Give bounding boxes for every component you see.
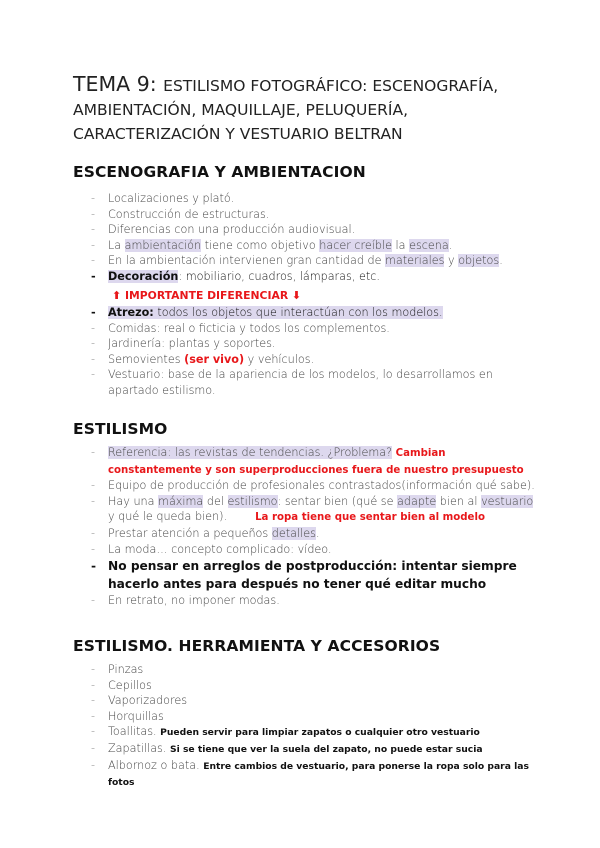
- list-item: - En la ambientación intervienen gran cantidad de materiales y objetos.: [91, 253, 536, 269]
- list-item: - La ambientación tiene como objetivo hacer creíble la escena.: [91, 238, 536, 254]
- arrow-down-icon: ⬇: [291, 289, 302, 302]
- list-item: - La moda… concepto complicado: vídeo.: [91, 542, 536, 558]
- list-item: - Toallitas. Pueden servir para limpiar zapatos o cualquier otro vestuario: [91, 724, 551, 741]
- title-line3: CARACTERIZACIÓN Y VESTUARIO BELTRAN: [73, 125, 403, 143]
- important-text: IMPORTANTE DIFERENCIAR: [121, 289, 292, 302]
- list-item: - En retrato, no imponer modas.: [91, 593, 536, 609]
- list-item: - Comidas: real o ficticia y todos los complementos.: [91, 321, 536, 337]
- list-item: - Diferencias con una producción audiovisual.: [91, 222, 536, 238]
- title-line2: AMBIENTACIÓN, MAQUILLAJE, PELUQUERÍA,: [73, 101, 409, 119]
- list-item: - Horquillas: [91, 709, 551, 725]
- list-item: - Vestuario: base de la apariencia de los modelos, lo desarrollamos en apartado estilismo.: [91, 367, 536, 398]
- list-item: - Localizaciones y plató.: [91, 191, 536, 207]
- list-item: - Decoración: mobiliario, cuadros, lámparas, etc.: [91, 269, 536, 285]
- list-item: - Prestar atención a pequeños detalles.: [91, 526, 536, 542]
- title-line1: ESTILISMO FOTOGRÁFICO: ESCENOGRAFÍA,: [163, 77, 499, 95]
- list-item: - Vaporizadores: [91, 693, 551, 709]
- list-item: - Cepillos: [91, 678, 551, 694]
- list-item: - Pinzas: [91, 662, 551, 678]
- important-note: [112, 289, 301, 302]
- section-heading-escenografia: ESCENOGRAFIA Y AMBIENTACION: [73, 163, 366, 181]
- list-item: - Atrezo: todos los objetos que interactúan con los modelos.: [91, 305, 536, 321]
- list-estilismo: [91, 445, 536, 609]
- list-item: - Equipo de producción de profesionales contrastados(información qué sabe).: [91, 478, 536, 494]
- list-item: - Hay una máxima del estilismo: sentar bien (qué se adapte bien al vestuario y qué le queda bien). La ropa tiene que sentar bien al modelo: [91, 494, 536, 526]
- arrow-up-icon: ⬆: [112, 289, 122, 302]
- list-item: - Semovientes (ser vivo) y vehículos.: [91, 352, 536, 368]
- list-item: - Zapatillas. Si se tiene que ver la suela del zapato, no puede estar sucia: [91, 741, 551, 758]
- list-item: - Referencia: las revistas de tendencias. ¿Problema? Cambian constantemente y son superproducciones fuera de nuestro presupuesto: [91, 445, 536, 478]
- list-item: - Jardinería: plantas y soportes.: [91, 336, 536, 352]
- section-heading-estilismo: ESTILISMO: [73, 420, 168, 438]
- list-escenografia-part2: [91, 305, 536, 399]
- list-item: - Albornoz o bata. Entre cambios de vestuario, para ponerse la ropa solo para las fotos: [91, 758, 551, 791]
- document-title: [73, 73, 573, 146]
- title-lead: TEMA 9:: [73, 72, 164, 96]
- list-item: - No pensar en arreglos de postproducción: intentar siempre hacerlo antes para después no tener qué editar mucho: [91, 557, 536, 593]
- list-item: - Construcción de estructuras.: [91, 207, 536, 223]
- list-herramientas: [91, 662, 551, 791]
- section-heading-herramientas: ESTILISMO. HERRAMIENTA Y ACCESORIOS: [73, 637, 441, 655]
- list-escenografia-part1: [91, 191, 536, 285]
